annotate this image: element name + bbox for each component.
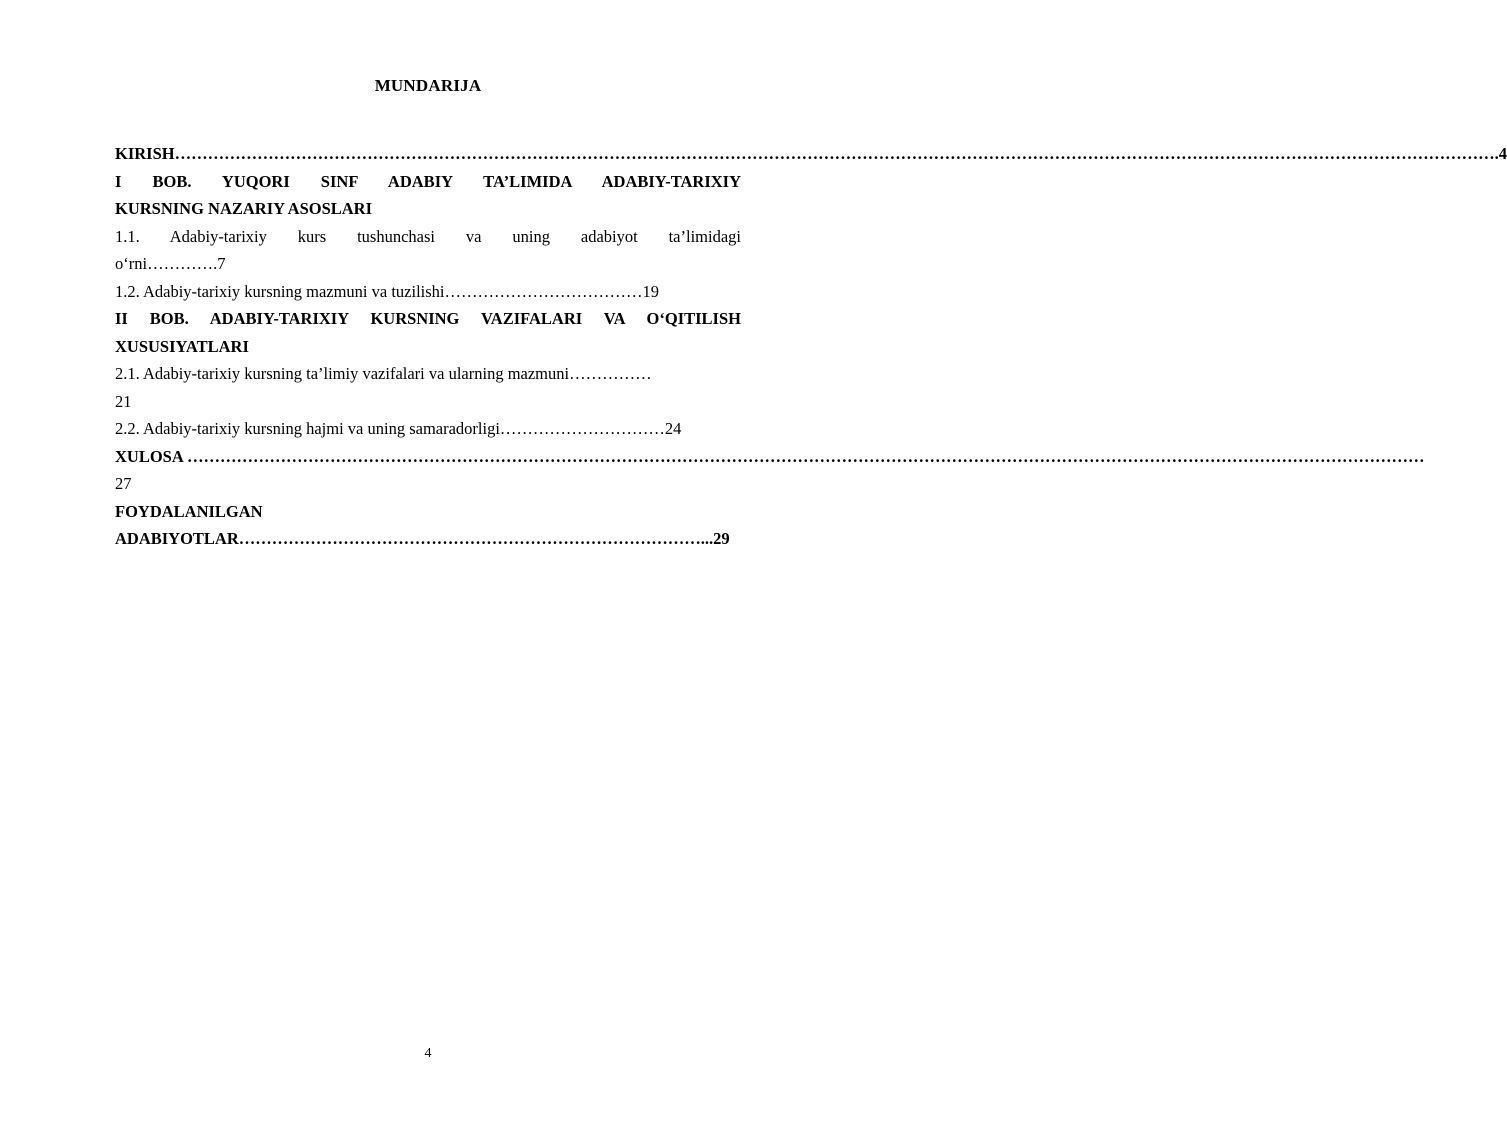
- toc-entry-introduction: KIRISH…………………………………………………………………………………………………………………………………………………………………………………………………………………….4: [115, 144, 1507, 163]
- toc-entry-references: FOYDALANILGAN: [115, 501, 263, 521]
- toc-section-2-1: 2.1. Adabiy-tarixiy kursning ta’limiy vazifalari va ularning mazmuni……………: [115, 364, 652, 383]
- page-number: 4: [424, 1046, 432, 1061]
- toc-section-1-1: 1.1. Adabiy-tarixiy kurs tushunchasi va uning adabiyot ta’limidagi: [115, 226, 741, 246]
- toc-chapter-1-title: I BOB. YUQORI SINF ADABIY TA’LIMIDA ADABIY-TARIXIY: [115, 171, 741, 191]
- toc-chapter-2-title: II BOB. ADABIY-TARIXIY KURSNING VAZIFALARI VA O‘QITILISH: [115, 309, 741, 328]
- toc-chapter-1-title-cont: KURSNING NAZARIY ASOSLARI: [115, 199, 373, 218]
- page-title: MUNDARIJA: [374, 76, 482, 95]
- table-of-contents: [115, 140, 1507, 553]
- toc-section-1-1-cont: o‘rni………….7: [115, 254, 226, 273]
- toc-section-2-1-page: 21: [115, 391, 132, 411]
- toc-entry-conclusion-page: 27: [115, 474, 132, 493]
- toc-section-2-2: 2.2. Adabiy-tarixiy kursning hajmi va uning samaradorligi…………………………24: [115, 419, 682, 438]
- toc-entry-conclusion: XULOSA ………………………………………………………………………………………………………………………………………………………………………………………………………: [115, 446, 1425, 466]
- toc-entry-references-cont: ADABIYOTLAR…………………………………………………………………………...29: [115, 529, 730, 548]
- toc-section-1-2: 1.2. Adabiy-tarixiy kursning mazmuni va tuzilishi………………………………19: [115, 281, 659, 301]
- toc-chapter-2-title-cont: XUSUSIYATLARI: [115, 336, 249, 356]
